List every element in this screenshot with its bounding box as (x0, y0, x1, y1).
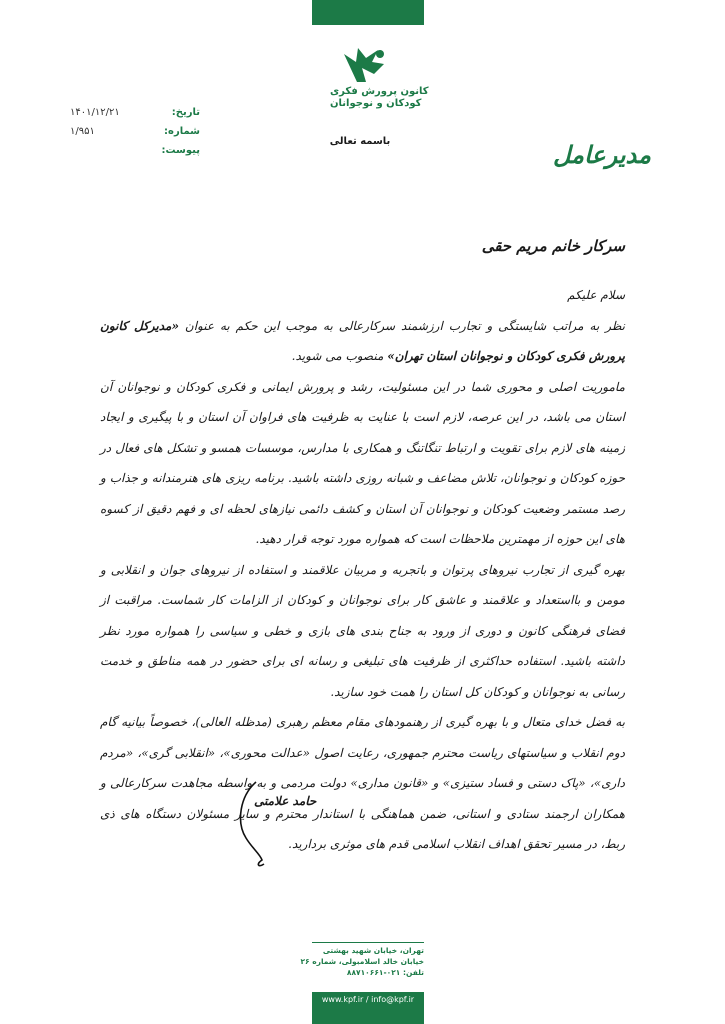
number-label: شماره: (164, 126, 200, 137)
address-line2: خیابان خالد اسلامبولی، شماره ۲۶ (300, 957, 424, 966)
greeting: سلام علیکم (567, 288, 625, 302)
date-label: تاریخ: (171, 107, 200, 118)
paragraph-mission: ماموریت اصلی و محوری شما در این مسئولیت، رشد و پرورش ایمانی و فکری کودکان و نوجوانان آن استان می باشد، در این عرصه، لازم است با عنایت به ظرفیت های فراوان آن استان و با پیگیری و ایجاد زمینه های لازم برای تقویت و ارتباط تنگاتنگ و همکاری با مدارس، موسسات همسو و تشکل های فعال در حوزه کودکان و نوجوانان، تلاش مضاعف و شبانه روزی داشته باشید. برنامه ریزی های هنرمندانه و جذاب و رصد مستمر وضعیت کودکان و نوجوانان آن استان و کشف دائمی نیازهای لحظه ای و فهم دقیق از کسوه های این حوزه از مهمترین ملاحظات است که همواره مورد توجه قرار دهید. (100, 379, 625, 546)
number-value: ۱/۹۵۱ (70, 126, 95, 137)
paragraph-closing: به فضل خدای متعال و با بهره گیری از رهنمودهای مقام معظم رهبری (مدظله العالی)، خصوصاً بیانیه گام دوم انقلاب و سیاستهای ریاست محترم جمهوری، رعایت اصول «عدالت محوری»، «انقلابی گری»، «مردم داری»، «پاک دستی و فساد ستیزی» و «قانون مداری» دولت مردمی و به واسطه مجاهدت سرکارعالی و همکاران ارجمند ستادی و استانی، ضمن هماهنگی با استاندار محترم و سایر مسئولان دستگاه های ذی ربط، در مسیر تحقق اهداف انقلاب اسلامی قدم های موثری بردارید. (100, 715, 625, 851)
number-row (70, 126, 200, 145)
date-row (70, 107, 200, 126)
signature-icon (232, 778, 322, 868)
website: www.kpf.ir / info@kpf.ir (321, 995, 415, 1004)
phone: تلفن: ۰۲۱-۸۸۷۱۰۶۶۱ (346, 968, 424, 977)
footer-divider (312, 942, 424, 943)
recipient: سرکار خانم مریم حقی (481, 237, 625, 255)
appointment-text-end: منصوب می شوید. (291, 349, 388, 363)
office-title: مدیرعامل (552, 140, 651, 169)
letter-body (100, 228, 625, 860)
address-line1: تهران، خیابان شهید بهشتی (322, 946, 424, 955)
basmala: باسمه تعالی (329, 136, 391, 147)
appointment-text-start: نظر به مراتب شایستگی و تجارب ارزشمند سرکارعالی به موجب این حکم به عنوان (179, 318, 625, 333)
footer-address (300, 945, 424, 978)
paragraph-requirements: بهره گیری از تجارب نیروهای پرتوان و باتجربه و مربیان علاقمند و استفاده از نیروهای جوان و انقلابی و مومن و بااستعداد و علاقمند و عاشق کار برای نوجوانان و کودکان از الزامات کار شماست. مراقبت از فضای فرهنگی کانون و دوری از ورود به جناح بندی های بازی و خطی و سیاسی را همواره مورد نظر داشته باشید. استفاده حداکثری از ظرفیت های تبلیغی و رسانه ای برای حضور در همه مناطق و خدمت رسانی به نوجوانان و کودکان کل استان را همت خود سازید. (100, 562, 625, 699)
header-color-bar (312, 0, 424, 25)
attachment-row (70, 145, 200, 164)
signer-name: حامد علامتی (254, 794, 317, 808)
org-name-line1: کانون پرورش فکری (330, 86, 429, 97)
letter-meta (70, 107, 200, 164)
org-name-line2: کودکان و نوجوانان (330, 98, 422, 109)
kpf-logo-icon (322, 44, 429, 122)
attachment-label: پیوست: (161, 145, 200, 156)
paragraph-appointment (100, 311, 625, 372)
date-value: ۱۴۰۱/۱۲/۲۱ (70, 107, 120, 118)
appointment-title: «مدیرکل کانون پرورش فکری کودکان و نوجوانان استان تهران» (100, 318, 625, 363)
org-name (330, 86, 429, 110)
footer-website-bar (312, 992, 424, 1024)
